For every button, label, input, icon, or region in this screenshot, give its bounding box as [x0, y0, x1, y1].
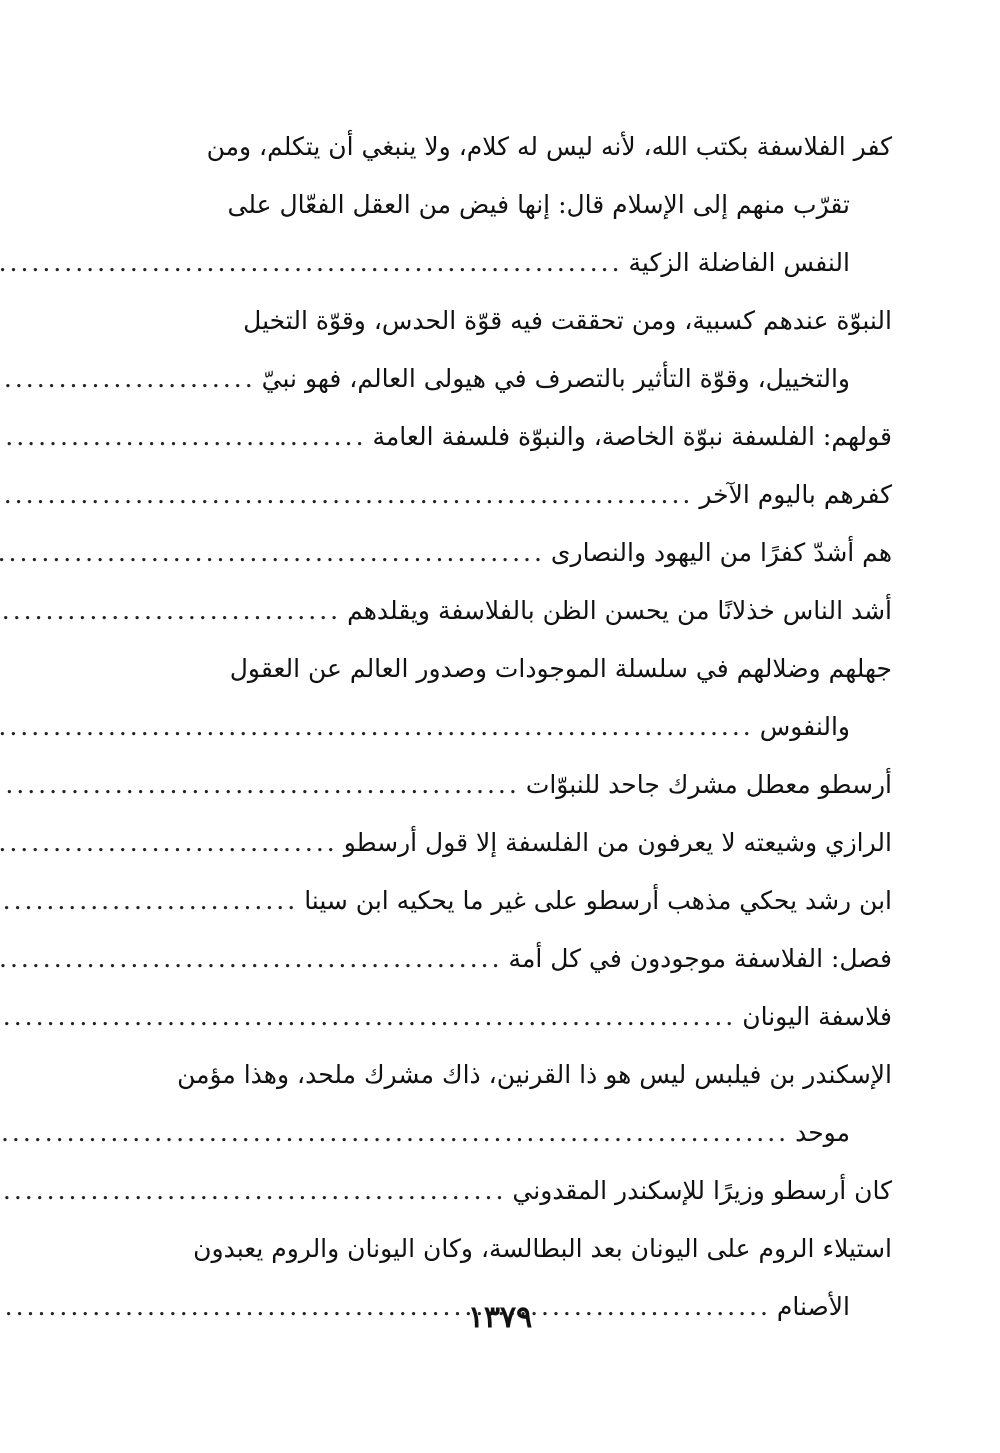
- toc-entry-text: كفر الفلاسفة بكتب الله، لأنه ليس له كلام، ولا ينبغي أن يتكلم، ومن: [206, 132, 892, 161]
- dot-leader: [0, 582, 341, 640]
- toc-entry-line: [112, 698, 892, 756]
- toc-entry: [112, 930, 892, 988]
- toc-entry-line: [112, 1220, 892, 1278]
- toc-entry: [112, 1162, 892, 1220]
- dot-leader: [0, 756, 520, 814]
- dot-leader: [0, 872, 298, 930]
- toc-entry-text: والتخييل، وقوّة التأثير بالتصرف في هيولى العالم، فهو نبيّ: [261, 364, 850, 393]
- toc-entry-line: [112, 118, 892, 176]
- table-of-contents: [112, 118, 892, 1336]
- dot-leader: [0, 466, 693, 524]
- toc-entry-text: موحد: [795, 1118, 850, 1147]
- page-number: ١٣٧٩: [467, 1300, 533, 1335]
- toc-entry: [112, 408, 892, 466]
- toc-entry-line: [112, 872, 892, 930]
- toc-entry: [112, 118, 892, 292]
- toc-entry-text: كان أرسطو وزيرًا للإسكندر المقدوني: [512, 1176, 892, 1205]
- toc-entry-line: [112, 292, 892, 350]
- toc-entry-text: والنفوس: [759, 712, 850, 741]
- toc-entry-text: أرسطو معطل مشرك جاحد للنبوّات: [525, 770, 892, 799]
- toc-entry-line: [112, 988, 892, 1046]
- dot-leader: [0, 234, 623, 292]
- toc-entry-line: [112, 1104, 892, 1162]
- toc-entry-text: استيلاء الروم على اليونان بعد البطالسة، وكان اليونان والروم يعبدون: [193, 1234, 892, 1263]
- toc-entry-line: [112, 466, 892, 524]
- toc-entry-text: النفس الفاضلة الزكية: [628, 248, 850, 277]
- toc-entry-line: [112, 234, 892, 292]
- toc-entry-text: قولهم: الفلسفة نبوّة الخاصة، والنبوّة فلسفة العامة: [372, 422, 892, 451]
- dot-leader: [0, 698, 754, 756]
- toc-entry: [112, 988, 892, 1046]
- toc-entry-text: النبوّة عندهم كسبية، ومن تحققت فيه قوّة الحدس، وقوّة التخيل: [243, 306, 892, 335]
- dot-leader: [0, 1104, 789, 1162]
- toc-entry-line: [112, 756, 892, 814]
- toc-entry: [112, 292, 892, 408]
- toc-entry-line: [112, 524, 892, 582]
- toc-entry-line: [112, 582, 892, 640]
- dot-leader: [0, 408, 367, 466]
- toc-entry-line: [112, 640, 892, 698]
- toc-entry-text: الأصنام: [776, 1292, 850, 1321]
- toc-entry-text: الإسكندر بن فيلبس ليس هو ذا القرنين، ذاك مشرك ملحد، وهذا مؤمن: [177, 1060, 892, 1089]
- dot-leader: [0, 524, 545, 582]
- dot-leader: [0, 1162, 506, 1220]
- toc-entry-text: هم أشدّ كفرًا من اليهود والنصارى: [550, 538, 892, 567]
- toc-entry-text: أشد الناس خذلانًا من يحسن الظن بالفلاسفة ويقلدهم: [347, 596, 892, 625]
- toc-entry-text: ابن رشد يحكي مذهب أرسطو على غير ما يحكيه ابن سينا: [304, 886, 892, 915]
- toc-entry: [112, 582, 892, 640]
- dot-leader: [0, 988, 736, 1046]
- toc-entry-text: فلاسفة اليونان: [742, 1002, 892, 1031]
- toc-entry: [112, 872, 892, 930]
- toc-entry: [112, 466, 892, 524]
- toc-entry-line: [112, 1162, 892, 1220]
- toc-entry-text: تقرّب منهم إلى الإسلام قال: إنها فيض من العقل الفعّال على: [227, 190, 850, 219]
- toc-entry: [112, 524, 892, 582]
- toc-entry-line: [112, 176, 892, 234]
- dot-leader: [0, 350, 256, 408]
- toc-entry-line: [112, 814, 892, 872]
- toc-entry-line: [112, 408, 892, 466]
- dot-leader: [0, 930, 503, 988]
- toc-entry: [112, 814, 892, 872]
- toc-entry-line: [112, 1046, 892, 1104]
- dot-leader: [0, 814, 338, 872]
- toc-entry-line: [112, 350, 892, 408]
- toc-entry: [112, 1046, 892, 1162]
- toc-entry-line: [112, 930, 892, 988]
- toc-entry-text: فصل: الفلاسفة موجودون في كل أمة: [508, 944, 892, 973]
- toc-entry: [112, 640, 892, 756]
- toc-entry-text: كفرهم باليوم الآخر: [699, 480, 892, 509]
- toc-entry-text: جهلهم وضلالهم في سلسلة الموجودات وصدور العالم عن العقول: [229, 654, 892, 683]
- toc-entry-text: الرازي وشيعته لا يعرفون من الفلسفة إلا قول أرسطو: [343, 828, 892, 857]
- toc-entry: [112, 756, 892, 814]
